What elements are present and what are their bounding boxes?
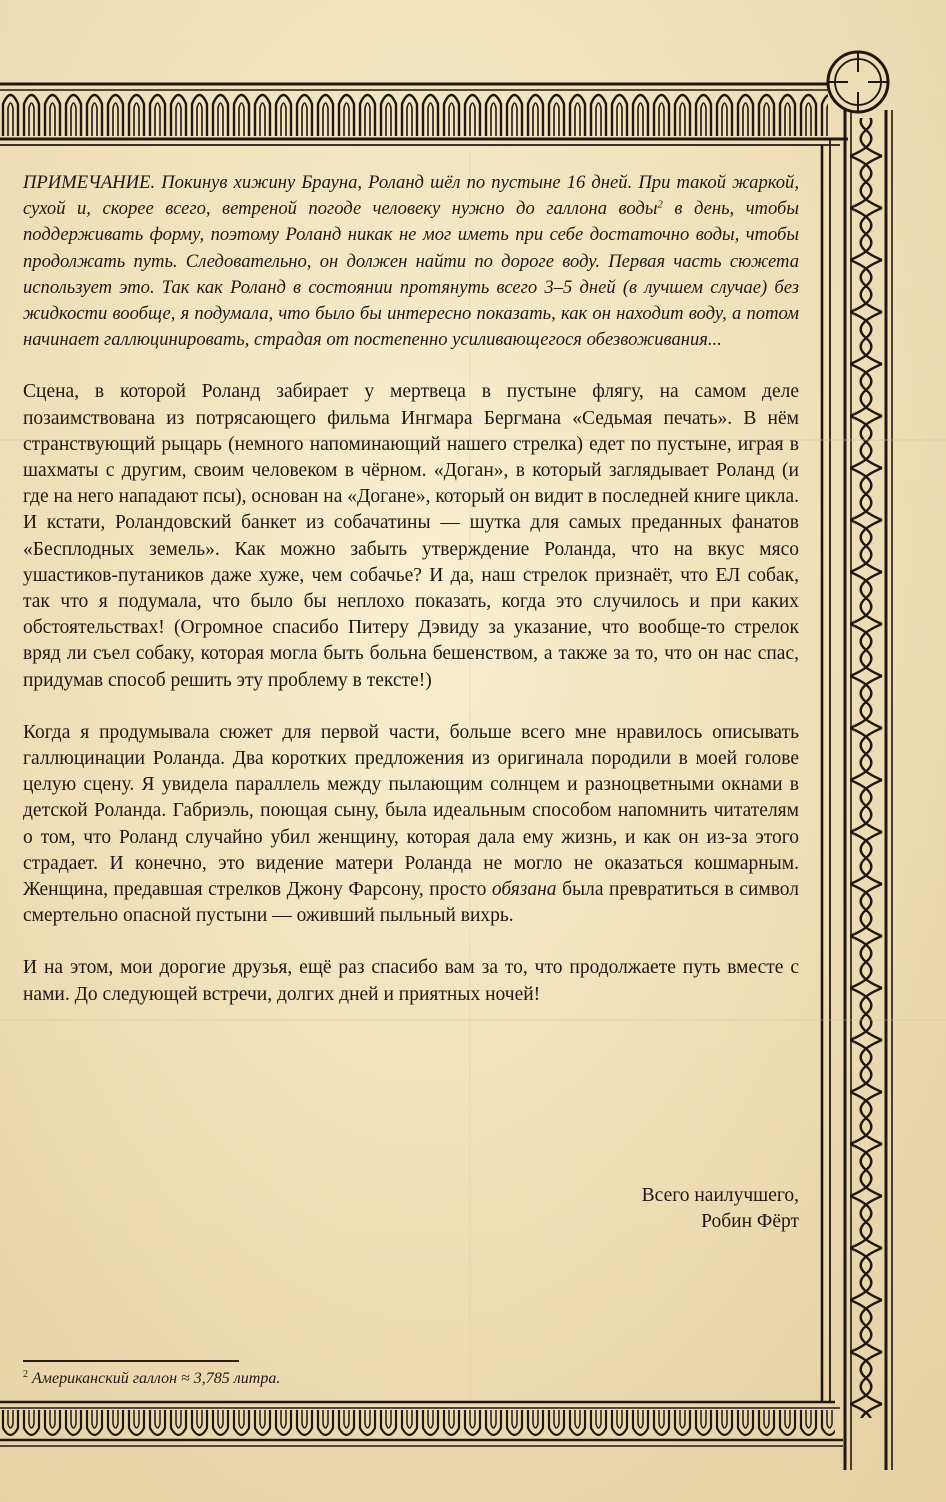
signature-block: [23, 1183, 799, 1235]
footnote: [23, 1368, 280, 1390]
text-column: [23, 170, 799, 1034]
paragraph-hallucinations-text: Когда я продумывала сюжет для первой части, больше всего мне нравилось описывать галлюцинации Роланда. Два коротких предложения из оригинала породили в моей голове целую сцену. Я увидела параллель между пылающим солнцем и разноцветными окнами в детской Роланда. Габриэль, поющая сыну, была идеальным способом напомнить читателям о том, что Роланд случайно убил женщину, которая дала ему жизнь, и как он из-за этого страдает. И конечно, это видение матери Роланда не могло не оказаться кошмарным. Женщина, предавшая стрелков Джону Фарсону, просто: [23, 721, 799, 901]
paragraph-bergman: Сцена, в которой Роланд забирает у мертвеца в пустыне флягу, на самом деле позаимствована из потрясающего фильма Ингмара Бергмана «Седьмая печать». В нём странствующий рыцарь (немного напоминающий нашего стрелка) едет по пустыне, играя в шахматы с другим, своим человеком в чёрном. «Доган», в который заглядывает Роланд (и где на него нападают псы), основан на «Догане», который он видит в последней книге цикла. И кстати, Роландовский банкет из собачатины — шутка для самых преданных фанатов «Бесплодных земель». Как можно забыть утверждение Роланда, что на вкус мясо ушастиков-путаников даже хуже, чем собачье? И да, наш стрелок признаёт, что ЕЛ собак, так что я подумала, что было бы неплохо показать, когда это случилось и при каких обстоятельствах! (Огромное спасибо Питеру Дэвиду за указание, что вообще-то стрелок вряд ли съел собаку, которая могла быть больна бешенством, а также за то, что он нас спас, придумав способ решить эту проблему в тексте!): [23, 381, 800, 691]
footnote-divider: [23, 1360, 239, 1362]
closing-paragraph: И на этом, мои дорогие друзья, ещё раз спасибо вам за то, что продолжаете путь вместе с нами. До следующей встречи, долгих дней и приятных ночей!: [23, 957, 799, 1005]
paragraph-hallucinations-end: была превратиться в символ смертельно опасной пустыни — оживший пыльный вихрь.: [23, 879, 799, 927]
signature-name: Робин Фёрт: [701, 1211, 799, 1233]
emphasized-word: обязана: [491, 879, 557, 901]
signature-salutation: Всего наилучшего,: [641, 1185, 799, 1206]
footnote-mark: 2: [23, 1369, 28, 1380]
author-note: [23, 170, 799, 353]
paragraph-hallucinations: [23, 720, 799, 930]
footnote-text: Американский галлон ≈ 3,785 литра.: [32, 1370, 281, 1387]
note-lead: ПРИМЕЧАНИЕ.: [23, 172, 156, 193]
note-text-2: в день, чтобы поддерживать форму, поэтому Роланд никак не мог иметь при себе достаточно воды, чтобы продолжать путь. Следовательно, он должен найти по дороге воду. Первая часть сюжета использует это. Так как Роланд в состоянии протянуть всего 3–5 дней (в лучшем случае) без жидкости вообще, я подумала, что было бы интересно показать, как он находит воду, а потом начинает галлюцинировать, страдая от постепенно усиливающегося обезвоживания...: [23, 198, 799, 351]
footnote-reference: 2: [657, 198, 663, 211]
note-text-1: Покинув хижину Брауна, Роланд шёл по пустыне 16 дней. При такой жаркой, сухой и, скорее всего, ветреной погоде человеку нужно до галлона воды: [23, 172, 799, 220]
